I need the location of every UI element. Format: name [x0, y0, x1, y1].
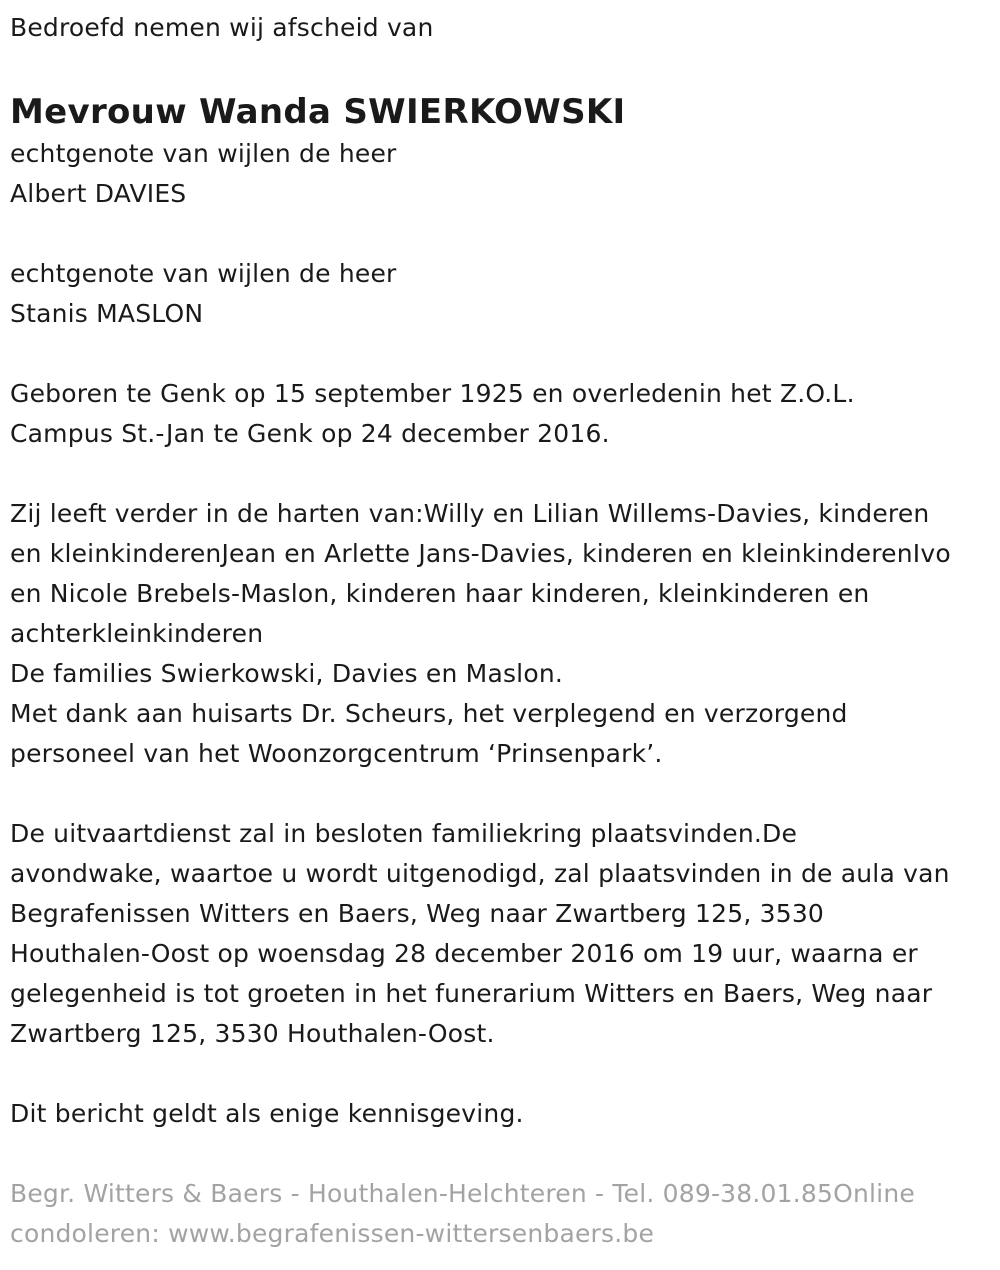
spacer	[10, 334, 990, 374]
spacer	[10, 774, 990, 814]
paragraph-line: De families Swierkowski, Davies en Maslon.	[10, 659, 564, 688]
spacer	[10, 454, 990, 494]
paragraph-line: Campus St.-Jan te Genk op 24 december 2016.	[10, 419, 610, 448]
notice-text: Dit bericht geldt als enige kennisgeving.	[10, 1099, 524, 1128]
paragraph-line: Zwartberg 125, 3530 Houthalen-Oost.	[10, 1019, 495, 1048]
paragraph-line: Zij leeft verder in de harten van:Willy en Lilian Willems-Davies, kinderen	[10, 499, 930, 528]
spacer	[10, 214, 990, 254]
paragraph-line: Geboren te Genk op 15 september 1925 en overledenin het Z.O.L.	[10, 379, 855, 408]
spouse-label: echtgenote van wijlen de heer	[10, 259, 397, 288]
paragraph-line: en kleinkinderenJean en Arlette Jans-Davies, kinderen en kleinkinderenIvo	[10, 539, 951, 568]
birth-death-paragraph	[10, 374, 990, 454]
paragraph-line: Begrafenissen Witters en Baers, Weg naar Zwartberg 125, 3530	[10, 899, 825, 928]
survivors-paragraph	[10, 494, 990, 774]
spouse-name: Albert DAVIES	[10, 179, 187, 208]
paragraph-line: Houthalen-Oost op woensdag 28 december 2016 om 19 uur, waarna er	[10, 939, 918, 968]
paragraph-line: personeel van het Woonzorgcentrum ‘Prinsenpark’.	[10, 739, 663, 768]
paragraph-line: Met dank aan huisarts Dr. Scheurs, het verplegend en verzorgend	[10, 699, 848, 728]
paragraph-line: achterkleinkinderen	[10, 619, 264, 648]
footer-line: condoleren: www.begrafenissen-wittersenbaers.be	[10, 1219, 655, 1248]
intro-text: Bedroefd nemen wij afscheid van	[10, 13, 434, 42]
paragraph-line: avondwake, waartoe u wordt uitgenodigd, zal plaatsvinden in de aula van	[10, 859, 950, 888]
paragraph-line: De uitvaartdienst zal in besloten familiekring plaatsvinden.De	[10, 819, 798, 848]
spacer	[10, 1134, 990, 1174]
paragraph-line: gelegenheid is tot groeten in het funerarium Witters en Baers, Weg naar	[10, 979, 933, 1008]
spouse-name: Stanis MASLON	[10, 299, 204, 328]
deceased-name: Mevrouw Wanda SWIERKOWSKI	[10, 92, 626, 132]
paragraph-line: en Nicole Brebels-Maslon, kinderen haar kinderen, kleinkinderen en	[10, 579, 870, 608]
footer-line: Begr. Witters & Baers - Houthalen-Helchteren - Tel. 089-38.01.85Online	[10, 1179, 915, 1208]
spouse-label: echtgenote van wijlen de heer	[10, 139, 397, 168]
spouse-section-2	[10, 254, 990, 334]
funeral-paragraph	[10, 814, 990, 1054]
footer	[10, 1174, 990, 1254]
spouse-section-1	[10, 134, 990, 214]
spacer	[10, 1054, 990, 1094]
